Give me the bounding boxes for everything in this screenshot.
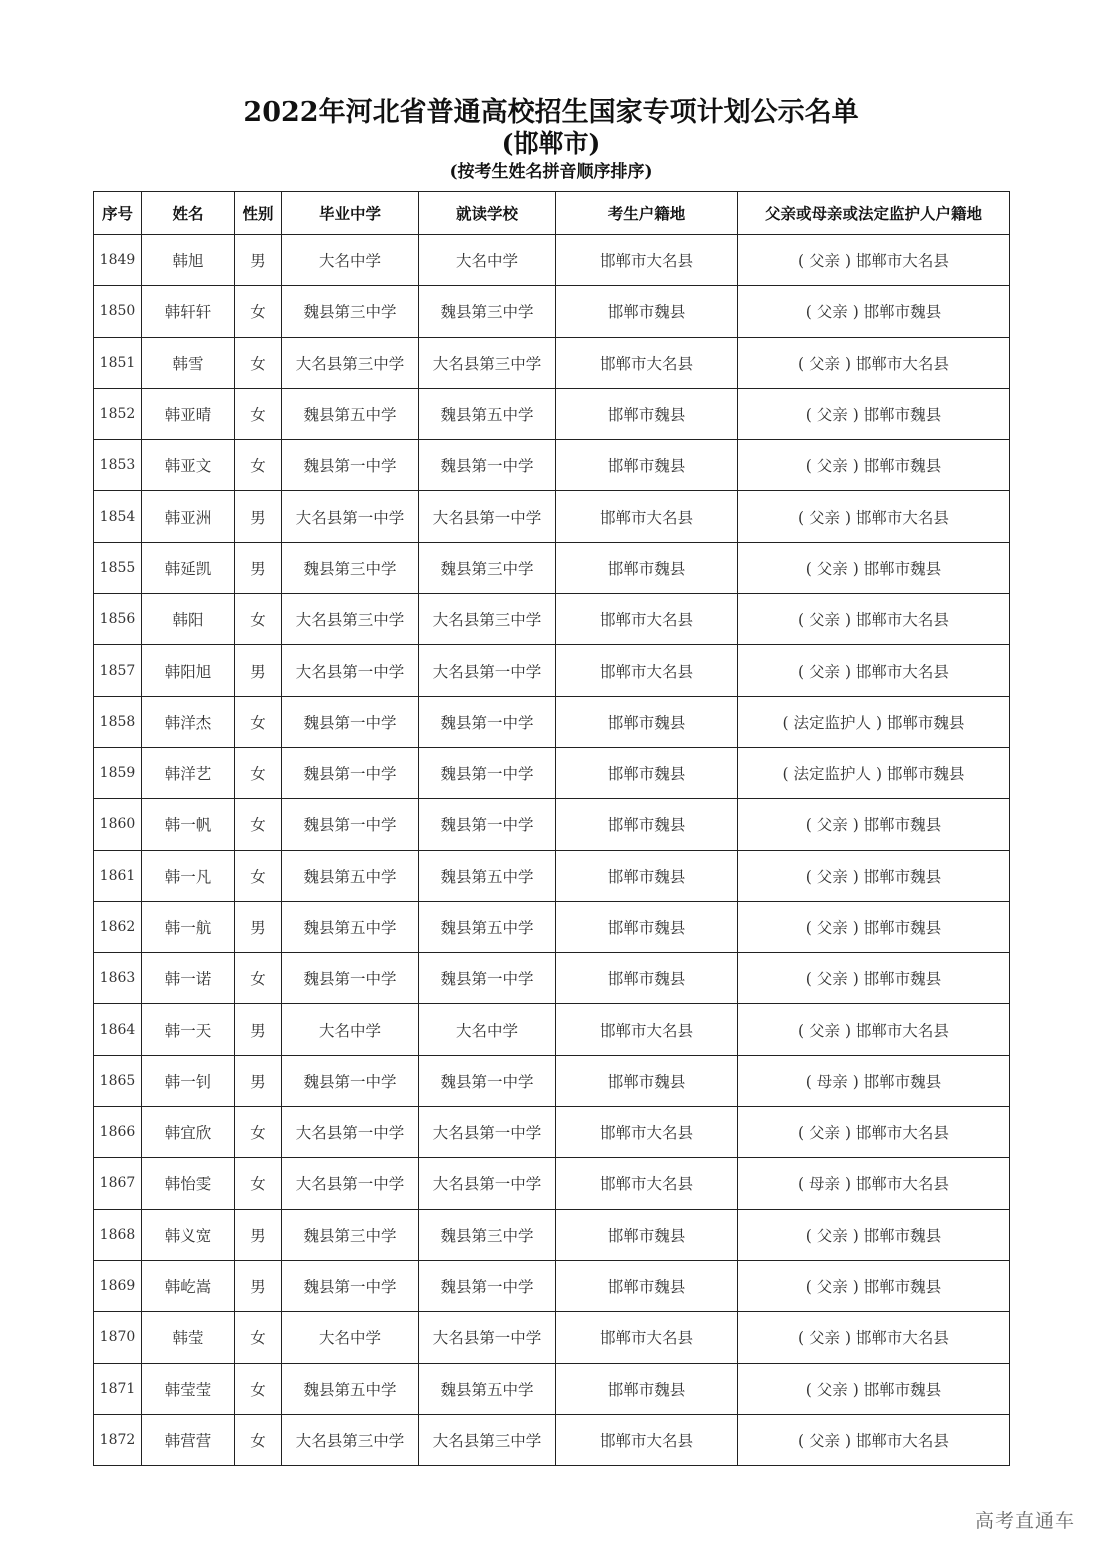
table-row: [94, 1055, 1010, 1106]
cell-gender: 女: [235, 1158, 282, 1209]
cell-student-domicile: 邯郸市大名县: [556, 235, 738, 286]
cell-current-school: 魏县第一中学: [419, 747, 556, 798]
cell-guardian-domicile: ( 父亲 ) 邯郸市大名县: [738, 1004, 1010, 1055]
table-header: [94, 192, 1010, 235]
cell-guardian-domicile: ( 父亲 ) 邯郸市魏县: [738, 542, 1010, 593]
cell-name: 韩洋艺: [142, 747, 235, 798]
table-row: [94, 645, 1010, 696]
cell-name: 韩延凯: [142, 542, 235, 593]
cell-guardian-domicile: ( 母亲 ) 邯郸市大名县: [738, 1158, 1010, 1209]
cell-serial-number: 1849: [94, 235, 142, 286]
cell-name: 韩一航: [142, 901, 235, 952]
header-current-school: 就读学校: [419, 192, 556, 235]
cell-current-school: 大名县第一中学: [419, 1158, 556, 1209]
cell-student-domicile: 邯郸市大名县: [556, 594, 738, 645]
header-gender: 性别: [235, 192, 282, 235]
table-row: [94, 491, 1010, 542]
cell-gender: 女: [235, 1363, 282, 1414]
table-body: [94, 235, 1010, 1466]
cell-name: 韩一帆: [142, 799, 235, 850]
cell-serial-number: 1858: [94, 696, 142, 747]
cell-current-school: 魏县第三中学: [419, 1209, 556, 1260]
cell-serial-number: 1859: [94, 747, 142, 798]
cell-student-domicile: 邯郸市魏县: [556, 1209, 738, 1260]
cell-gender: 男: [235, 542, 282, 593]
cell-current-school: 魏县第一中学: [419, 1055, 556, 1106]
cell-serial-number: 1866: [94, 1107, 142, 1158]
cell-current-school: 大名县第一中学: [419, 491, 556, 542]
table-row: [94, 850, 1010, 901]
table-row: [94, 1209, 1010, 1260]
cell-graduating-school: 魏县第三中学: [282, 1209, 419, 1260]
cell-gender: 男: [235, 901, 282, 952]
cell-guardian-domicile: ( 父亲 ) 邯郸市魏县: [738, 388, 1010, 439]
cell-guardian-domicile: ( 父亲 ) 邯郸市大名县: [738, 1312, 1010, 1363]
cell-guardian-domicile: ( 父亲 ) 邯郸市大名县: [738, 1414, 1010, 1465]
cell-name: 韩莹: [142, 1312, 235, 1363]
cell-gender: 女: [235, 747, 282, 798]
cell-serial-number: 1855: [94, 542, 142, 593]
table-row: [94, 1363, 1010, 1414]
cell-serial-number: 1862: [94, 901, 142, 952]
table-row: [94, 696, 1010, 747]
cell-current-school: 魏县第一中学: [419, 1260, 556, 1311]
cell-student-domicile: 邯郸市魏县: [556, 1363, 738, 1414]
table-row: [94, 901, 1010, 952]
table-row: [94, 235, 1010, 286]
cell-guardian-domicile: ( 法定监护人 ) 邯郸市魏县: [738, 747, 1010, 798]
cell-guardian-domicile: ( 父亲 ) 邯郸市大名县: [738, 235, 1010, 286]
cell-serial-number: 1871: [94, 1363, 142, 1414]
cell-student-domicile: 邯郸市魏县: [556, 799, 738, 850]
cell-name: 韩阳: [142, 594, 235, 645]
cell-student-domicile: 邯郸市魏县: [556, 388, 738, 439]
cell-gender: 女: [235, 696, 282, 747]
cell-name: 韩亚文: [142, 440, 235, 491]
cell-serial-number: 1865: [94, 1055, 142, 1106]
table-row: [94, 953, 1010, 1004]
cell-graduating-school: 魏县第一中学: [282, 440, 419, 491]
cell-current-school: 大名县第一中学: [419, 1107, 556, 1158]
cell-graduating-school: 魏县第三中学: [282, 286, 419, 337]
document-city: (邯郸市): [501, 129, 601, 158]
cell-current-school: 魏县第一中学: [419, 953, 556, 1004]
cell-guardian-domicile: ( 父亲 ) 邯郸市魏县: [738, 850, 1010, 901]
cell-student-domicile: 邯郸市魏县: [556, 850, 738, 901]
cell-current-school: 魏县第五中学: [419, 1363, 556, 1414]
cell-current-school: 大名中学: [419, 235, 556, 286]
cell-current-school: 大名中学: [419, 1004, 556, 1055]
cell-name: 韩洋杰: [142, 696, 235, 747]
cell-serial-number: 1872: [94, 1414, 142, 1465]
header-name: 姓名: [142, 192, 235, 235]
cell-gender: 男: [235, 491, 282, 542]
cell-graduating-school: 魏县第一中学: [282, 696, 419, 747]
cell-current-school: 魏县第一中学: [419, 799, 556, 850]
cell-name: 韩一诺: [142, 953, 235, 1004]
cell-student-domicile: 邯郸市大名县: [556, 1004, 738, 1055]
table-row: [94, 747, 1010, 798]
cell-graduating-school: 大名县第一中学: [282, 1107, 419, 1158]
cell-student-domicile: 邯郸市魏县: [556, 696, 738, 747]
cell-current-school: 大名县第三中学: [419, 594, 556, 645]
table-row: [94, 337, 1010, 388]
cell-student-domicile: 邯郸市魏县: [556, 747, 738, 798]
cell-name: 韩亚洲: [142, 491, 235, 542]
cell-current-school: 魏县第三中学: [419, 542, 556, 593]
cell-graduating-school: 魏县第五中学: [282, 388, 419, 439]
cell-student-domicile: 邯郸市魏县: [556, 542, 738, 593]
cell-graduating-school: 大名中学: [282, 1004, 419, 1055]
cell-graduating-school: 魏县第一中学: [282, 747, 419, 798]
cell-gender: 女: [235, 1107, 282, 1158]
cell-student-domicile: 邯郸市魏县: [556, 953, 738, 1004]
cell-guardian-domicile: ( 父亲 ) 邯郸市魏县: [738, 440, 1010, 491]
cell-student-domicile: 邯郸市大名县: [556, 491, 738, 542]
cell-serial-number: 1853: [94, 440, 142, 491]
cell-student-domicile: 邯郸市大名县: [556, 1107, 738, 1158]
cell-gender: 女: [235, 440, 282, 491]
cell-student-domicile: 邯郸市大名县: [556, 1158, 738, 1209]
cell-graduating-school: 魏县第三中学: [282, 542, 419, 593]
cell-current-school: 魏县第一中学: [419, 696, 556, 747]
cell-guardian-domicile: ( 父亲 ) 邯郸市大名县: [738, 491, 1010, 542]
cell-student-domicile: 邯郸市大名县: [556, 337, 738, 388]
table-row: [94, 799, 1010, 850]
cell-serial-number: 1860: [94, 799, 142, 850]
table-row: [94, 1107, 1010, 1158]
table-row: [94, 286, 1010, 337]
cell-current-school: 魏县第一中学: [419, 440, 556, 491]
cell-name: 韩一天: [142, 1004, 235, 1055]
cell-current-school: 大名县第三中学: [419, 1414, 556, 1465]
table-row: [94, 594, 1010, 645]
header-row: [94, 192, 1010, 235]
cell-graduating-school: 大名县第三中学: [282, 594, 419, 645]
cell-gender: 男: [235, 1209, 282, 1260]
header-serial-number: 序号: [94, 192, 142, 235]
cell-guardian-domicile: ( 母亲 ) 邯郸市魏县: [738, 1055, 1010, 1106]
cell-guardian-domicile: ( 法定监护人 ) 邯郸市魏县: [738, 696, 1010, 747]
cell-gender: 男: [235, 235, 282, 286]
cell-gender: 女: [235, 594, 282, 645]
cell-gender: 男: [235, 1260, 282, 1311]
cell-serial-number: 1870: [94, 1312, 142, 1363]
cell-graduating-school: 大名县第一中学: [282, 491, 419, 542]
cell-name: 韩一凡: [142, 850, 235, 901]
cell-graduating-school: 大名中学: [282, 235, 419, 286]
cell-guardian-domicile: ( 父亲 ) 邯郸市魏县: [738, 286, 1010, 337]
cell-name: 韩营营: [142, 1414, 235, 1465]
cell-name: 韩轩轩: [142, 286, 235, 337]
cell-gender: 女: [235, 953, 282, 1004]
watermark: 高考直通车: [974, 1510, 1075, 1532]
cell-student-domicile: 邯郸市大名县: [556, 645, 738, 696]
cell-guardian-domicile: ( 父亲 ) 邯郸市大名县: [738, 645, 1010, 696]
cell-gender: 男: [235, 1004, 282, 1055]
cell-student-domicile: 邯郸市魏县: [556, 440, 738, 491]
cell-current-school: 魏县第五中学: [419, 901, 556, 952]
table-row: [94, 440, 1010, 491]
cell-gender: 男: [235, 1055, 282, 1106]
cell-guardian-domicile: ( 父亲 ) 邯郸市魏县: [738, 901, 1010, 952]
table-row: [94, 1158, 1010, 1209]
cell-student-domicile: 邯郸市大名县: [556, 1414, 738, 1465]
cell-serial-number: 1863: [94, 953, 142, 1004]
cell-serial-number: 1869: [94, 1260, 142, 1311]
table-row: [94, 1312, 1010, 1363]
cell-student-domicile: 邯郸市魏县: [556, 1260, 738, 1311]
cell-graduating-school: 魏县第五中学: [282, 850, 419, 901]
cell-guardian-domicile: ( 父亲 ) 邯郸市大名县: [738, 594, 1010, 645]
cell-gender: 女: [235, 286, 282, 337]
cell-graduating-school: 魏县第一中学: [282, 799, 419, 850]
cell-name: 韩旭: [142, 235, 235, 286]
cell-graduating-school: 魏县第一中学: [282, 1260, 419, 1311]
cell-current-school: 魏县第五中学: [419, 850, 556, 901]
cell-serial-number: 1856: [94, 594, 142, 645]
cell-current-school: 魏县第五中学: [419, 388, 556, 439]
cell-guardian-domicile: ( 父亲 ) 邯郸市魏县: [738, 1363, 1010, 1414]
cell-graduating-school: 大名县第三中学: [282, 1414, 419, 1465]
cell-name: 韩莹莹: [142, 1363, 235, 1414]
cell-guardian-domicile: ( 父亲 ) 邯郸市魏县: [738, 799, 1010, 850]
cell-name: 韩雪: [142, 337, 235, 388]
cell-gender: 女: [235, 1312, 282, 1363]
cell-guardian-domicile: ( 父亲 ) 邯郸市大名县: [738, 337, 1010, 388]
cell-graduating-school: 魏县第一中学: [282, 953, 419, 1004]
cell-student-domicile: 邯郸市魏县: [556, 901, 738, 952]
table-row: [94, 1260, 1010, 1311]
cell-guardian-domicile: ( 父亲 ) 邯郸市魏县: [738, 1209, 1010, 1260]
cell-serial-number: 1854: [94, 491, 142, 542]
roster-table: [93, 191, 1010, 1466]
cell-student-domicile: 邯郸市大名县: [556, 1312, 738, 1363]
cell-student-domicile: 邯郸市魏县: [556, 1055, 738, 1106]
cell-gender: 女: [235, 799, 282, 850]
cell-student-domicile: 邯郸市魏县: [556, 286, 738, 337]
cell-current-school: 魏县第三中学: [419, 286, 556, 337]
cell-name: 韩宜欣: [142, 1107, 235, 1158]
table-row: [94, 1414, 1010, 1465]
cell-guardian-domicile: ( 父亲 ) 邯郸市魏县: [738, 1260, 1010, 1311]
document-sort-note: (按考生姓名拼音顺序排序): [449, 162, 653, 182]
header-student-domicile: 考生户籍地: [556, 192, 738, 235]
cell-serial-number: 1852: [94, 388, 142, 439]
cell-current-school: 大名县第三中学: [419, 337, 556, 388]
cell-graduating-school: 大名县第一中学: [282, 1158, 419, 1209]
cell-name: 韩屹嵩: [142, 1260, 235, 1311]
cell-gender: 女: [235, 850, 282, 901]
cell-guardian-domicile: ( 父亲 ) 邯郸市大名县: [738, 1107, 1010, 1158]
cell-gender: 女: [235, 388, 282, 439]
cell-graduating-school: 魏县第五中学: [282, 901, 419, 952]
cell-gender: 女: [235, 1414, 282, 1465]
cell-graduating-school: 魏县第一中学: [282, 1055, 419, 1106]
cell-serial-number: 1850: [94, 286, 142, 337]
cell-current-school: 大名县第一中学: [419, 1312, 556, 1363]
cell-serial-number: 1851: [94, 337, 142, 388]
cell-serial-number: 1864: [94, 1004, 142, 1055]
cell-gender: 女: [235, 337, 282, 388]
cell-graduating-school: 魏县第五中学: [282, 1363, 419, 1414]
cell-guardian-domicile: ( 父亲 ) 邯郸市魏县: [738, 953, 1010, 1004]
cell-name: 韩义宽: [142, 1209, 235, 1260]
cell-serial-number: 1868: [94, 1209, 142, 1260]
header-graduating-school: 毕业中学: [282, 192, 419, 235]
cell-graduating-school: 大名县第一中学: [282, 645, 419, 696]
cell-current-school: 大名县第一中学: [419, 645, 556, 696]
cell-name: 韩怡雯: [142, 1158, 235, 1209]
table-row: [94, 1004, 1010, 1055]
document-title: 2022年河北省普通高校招生国家专项计划公示名单: [243, 97, 859, 128]
cell-name: 韩亚晴: [142, 388, 235, 439]
cell-gender: 男: [235, 645, 282, 696]
cell-name: 韩一钊: [142, 1055, 235, 1106]
cell-name: 韩阳旭: [142, 645, 235, 696]
cell-serial-number: 1857: [94, 645, 142, 696]
table-row: [94, 542, 1010, 593]
header-guardian-domicile: 父亲或母亲或法定监护人户籍地: [738, 192, 1010, 235]
cell-serial-number: 1867: [94, 1158, 142, 1209]
table-row: [94, 388, 1010, 439]
cell-serial-number: 1861: [94, 850, 142, 901]
cell-graduating-school: 大名中学: [282, 1312, 419, 1363]
cell-graduating-school: 大名县第三中学: [282, 337, 419, 388]
